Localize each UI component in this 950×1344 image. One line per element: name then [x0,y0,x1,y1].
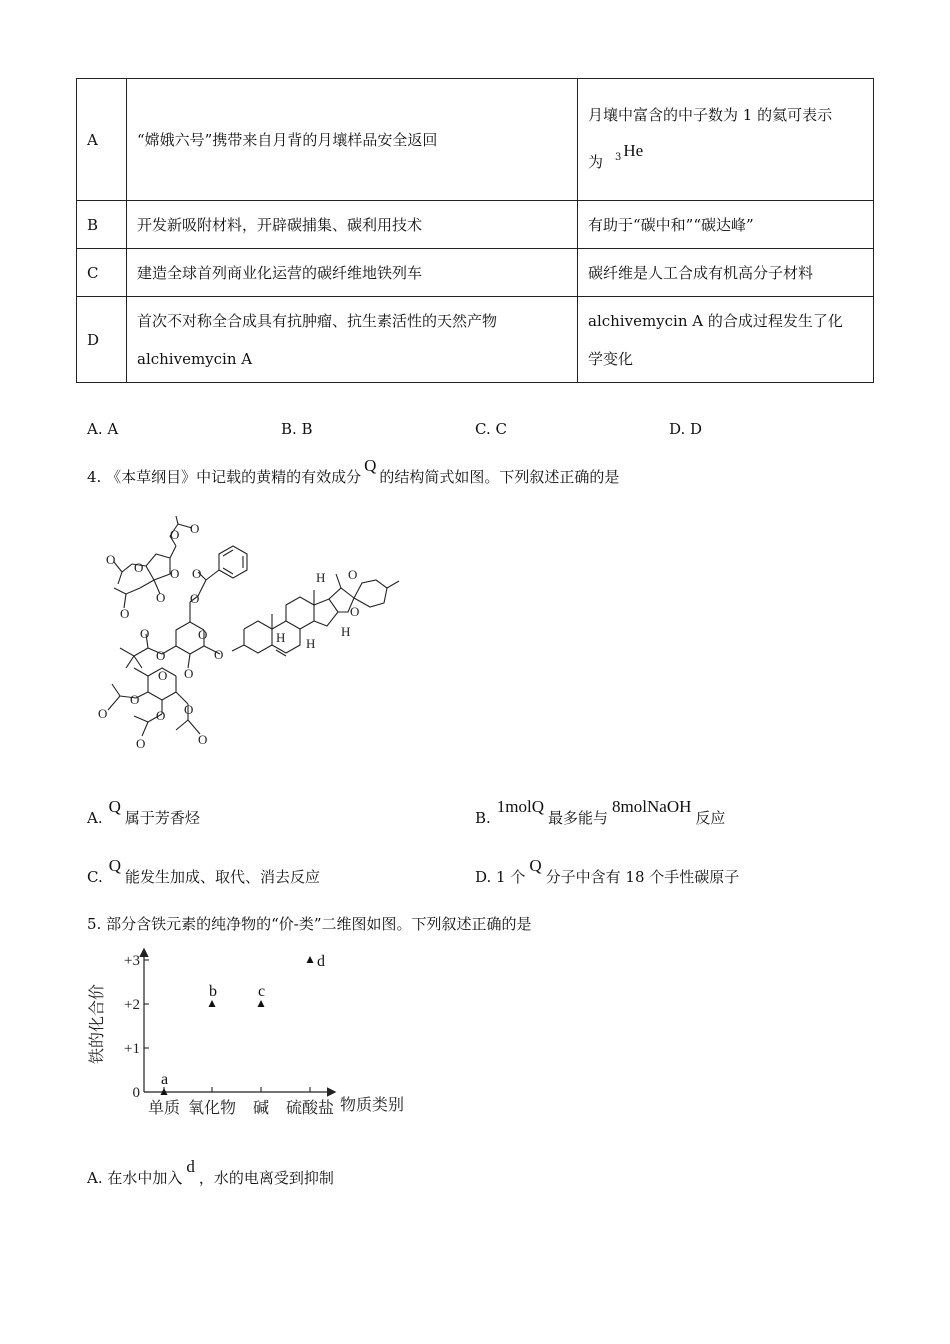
atom-label: O [136,736,146,751]
option-text: 能发生加成、取代、消去反应 [125,868,321,886]
x-tick-label: 单质 [147,1100,181,1117]
option-label: D. [475,868,492,886]
option-text: 分子中含有 18 个手性碳原子 [545,868,740,886]
row-letter: A [77,79,127,201]
q5-stem: 5. 部分含铁元素的纯净物的“价-类”二维图如图。下列叙述正确的是 [87,915,532,933]
q4-option-a[interactable] [87,797,200,828]
q5-valence-class-chart [84,942,424,1132]
statement-line: 学变化 [588,349,634,368]
atom-label: O [156,590,166,605]
row-event: 开发新吸附材料，开辟碳捕集、碳利用技术 [127,201,578,249]
data-point-label: c [258,983,266,1000]
y-tick-label: +3 [124,953,140,969]
atom-label: O [156,708,166,723]
option-reagent: 8molNaOH [612,797,692,816]
atom-label: O [198,732,208,747]
q4-stem-before: 4. 《本草纲目》中记载的黄精的有效成分 [87,468,362,486]
data-point-label: d [317,953,325,970]
atom-label: O [130,692,140,707]
q3-option-a[interactable]: A. A [87,420,119,438]
data-point [209,1000,216,1007]
q3-option-c[interactable]: C. C [475,420,507,438]
atom-label: H [306,636,316,651]
q4-option-d[interactable] [475,856,740,887]
x-tick-label: 氧化物 [187,1100,237,1117]
atom-label: O [156,648,166,663]
y-tick-label: +2 [124,997,140,1013]
option-compound: Q [108,797,121,816]
structure-atom-labels [98,521,359,751]
option-text: 在水中加入 [107,1169,183,1187]
table-row [77,79,874,201]
option-label: C. [87,868,103,886]
option-text: 反应 [695,809,726,827]
q4-stem [87,456,620,487]
option-compound: Q [529,856,542,875]
row-statement: 碳纤维是人工合成有机高分子材料 [578,249,874,297]
q3-option-b[interactable]: B. B [281,420,313,438]
option-text: 最多能与 [548,809,609,827]
option-compound: d [186,1157,195,1176]
option-text: 属于芳香烃 [124,809,200,827]
data-point [307,956,314,963]
row-event: “嫦娥六号”携带来自月背的月壤样品安全返回 [127,79,578,201]
row-event [127,297,578,383]
option-text: 1 个 [496,868,526,886]
atom-label: O [350,604,360,619]
atom-label: H [316,570,326,585]
x-axis-label: 物质类别 [340,1097,405,1114]
atom-label: O [170,566,180,581]
atom-label: O [170,527,180,542]
y-tick-label: +1 [124,1041,140,1057]
atom-label: O [192,566,202,581]
data-point-label: b [209,983,217,1000]
option-text: ，水的电离受到抑制 [198,1169,334,1187]
y-axis-label: 铁的化合价 [89,983,106,1065]
atom-label: O [198,627,208,642]
option-label: A. [87,809,103,827]
row-statement: 有助于“碳中和”“碳达峰” [578,201,874,249]
table-row [77,297,874,383]
atom-label: O [184,666,194,681]
atom-label: O [134,560,144,575]
atom-label: H [276,630,286,645]
q3-option-d[interactable]: D. D [669,420,703,438]
atom-label: O [98,706,108,721]
option-amount: 1molQ [496,797,545,816]
data-point-label: a [161,1071,169,1088]
isotope-symbol: He [623,141,644,160]
structure-bonds [108,516,399,736]
row-event: 建造全球首列商业化运营的碳纤维地铁列车 [127,249,578,297]
x-tick-label: 硫酸盐 [285,1100,335,1117]
row-statement [578,79,874,201]
atom-label: H [341,624,351,639]
row-letter: C [77,249,127,297]
statement-prefix: 为 [588,153,604,171]
atom-label: O [184,702,194,717]
atom-label: O [214,647,224,662]
atom-label: O [140,626,150,641]
q5-option-a[interactable] [87,1157,334,1188]
option-label: A. [87,1169,103,1187]
q4-stem-after: 的结构简式如图。下列叙述正确的是 [379,468,620,486]
option-label: B. [475,809,491,827]
atom-label: O [190,521,200,536]
statement-line: alchivemycin A 的合成过程发生了化 [588,311,843,330]
q3-table [76,78,874,383]
atom-label: O [348,567,358,582]
event-line: 首次不对称全合成具有抗肿瘤、抗生素活性的天然产物 [137,311,498,330]
statement-line: 月壤中富含的中子数为 1 的氦可表示 [588,106,833,124]
q4-structure-diagram [86,508,426,758]
atom-label: O [120,606,130,621]
q4-option-b[interactable] [475,797,726,828]
table-row [77,201,874,249]
row-statement [578,297,874,383]
statement-line [588,141,863,172]
event-line: alchivemycin A [137,349,253,368]
atom-label: O [190,591,200,606]
atom-label: O [158,668,168,683]
isotope-mass-number: 3 [615,152,622,163]
q4-option-c[interactable] [87,856,321,887]
x-tick-label: 碱 [252,1100,270,1117]
row-letter: D [77,297,127,383]
atom-label: O [106,552,116,567]
row-letter: B [77,201,127,249]
option-compound: Q [108,856,121,875]
q4-compound: Q [364,456,377,475]
data-point [258,1000,265,1007]
table-row [77,249,874,297]
y-tick-label: 0 [132,1085,140,1101]
